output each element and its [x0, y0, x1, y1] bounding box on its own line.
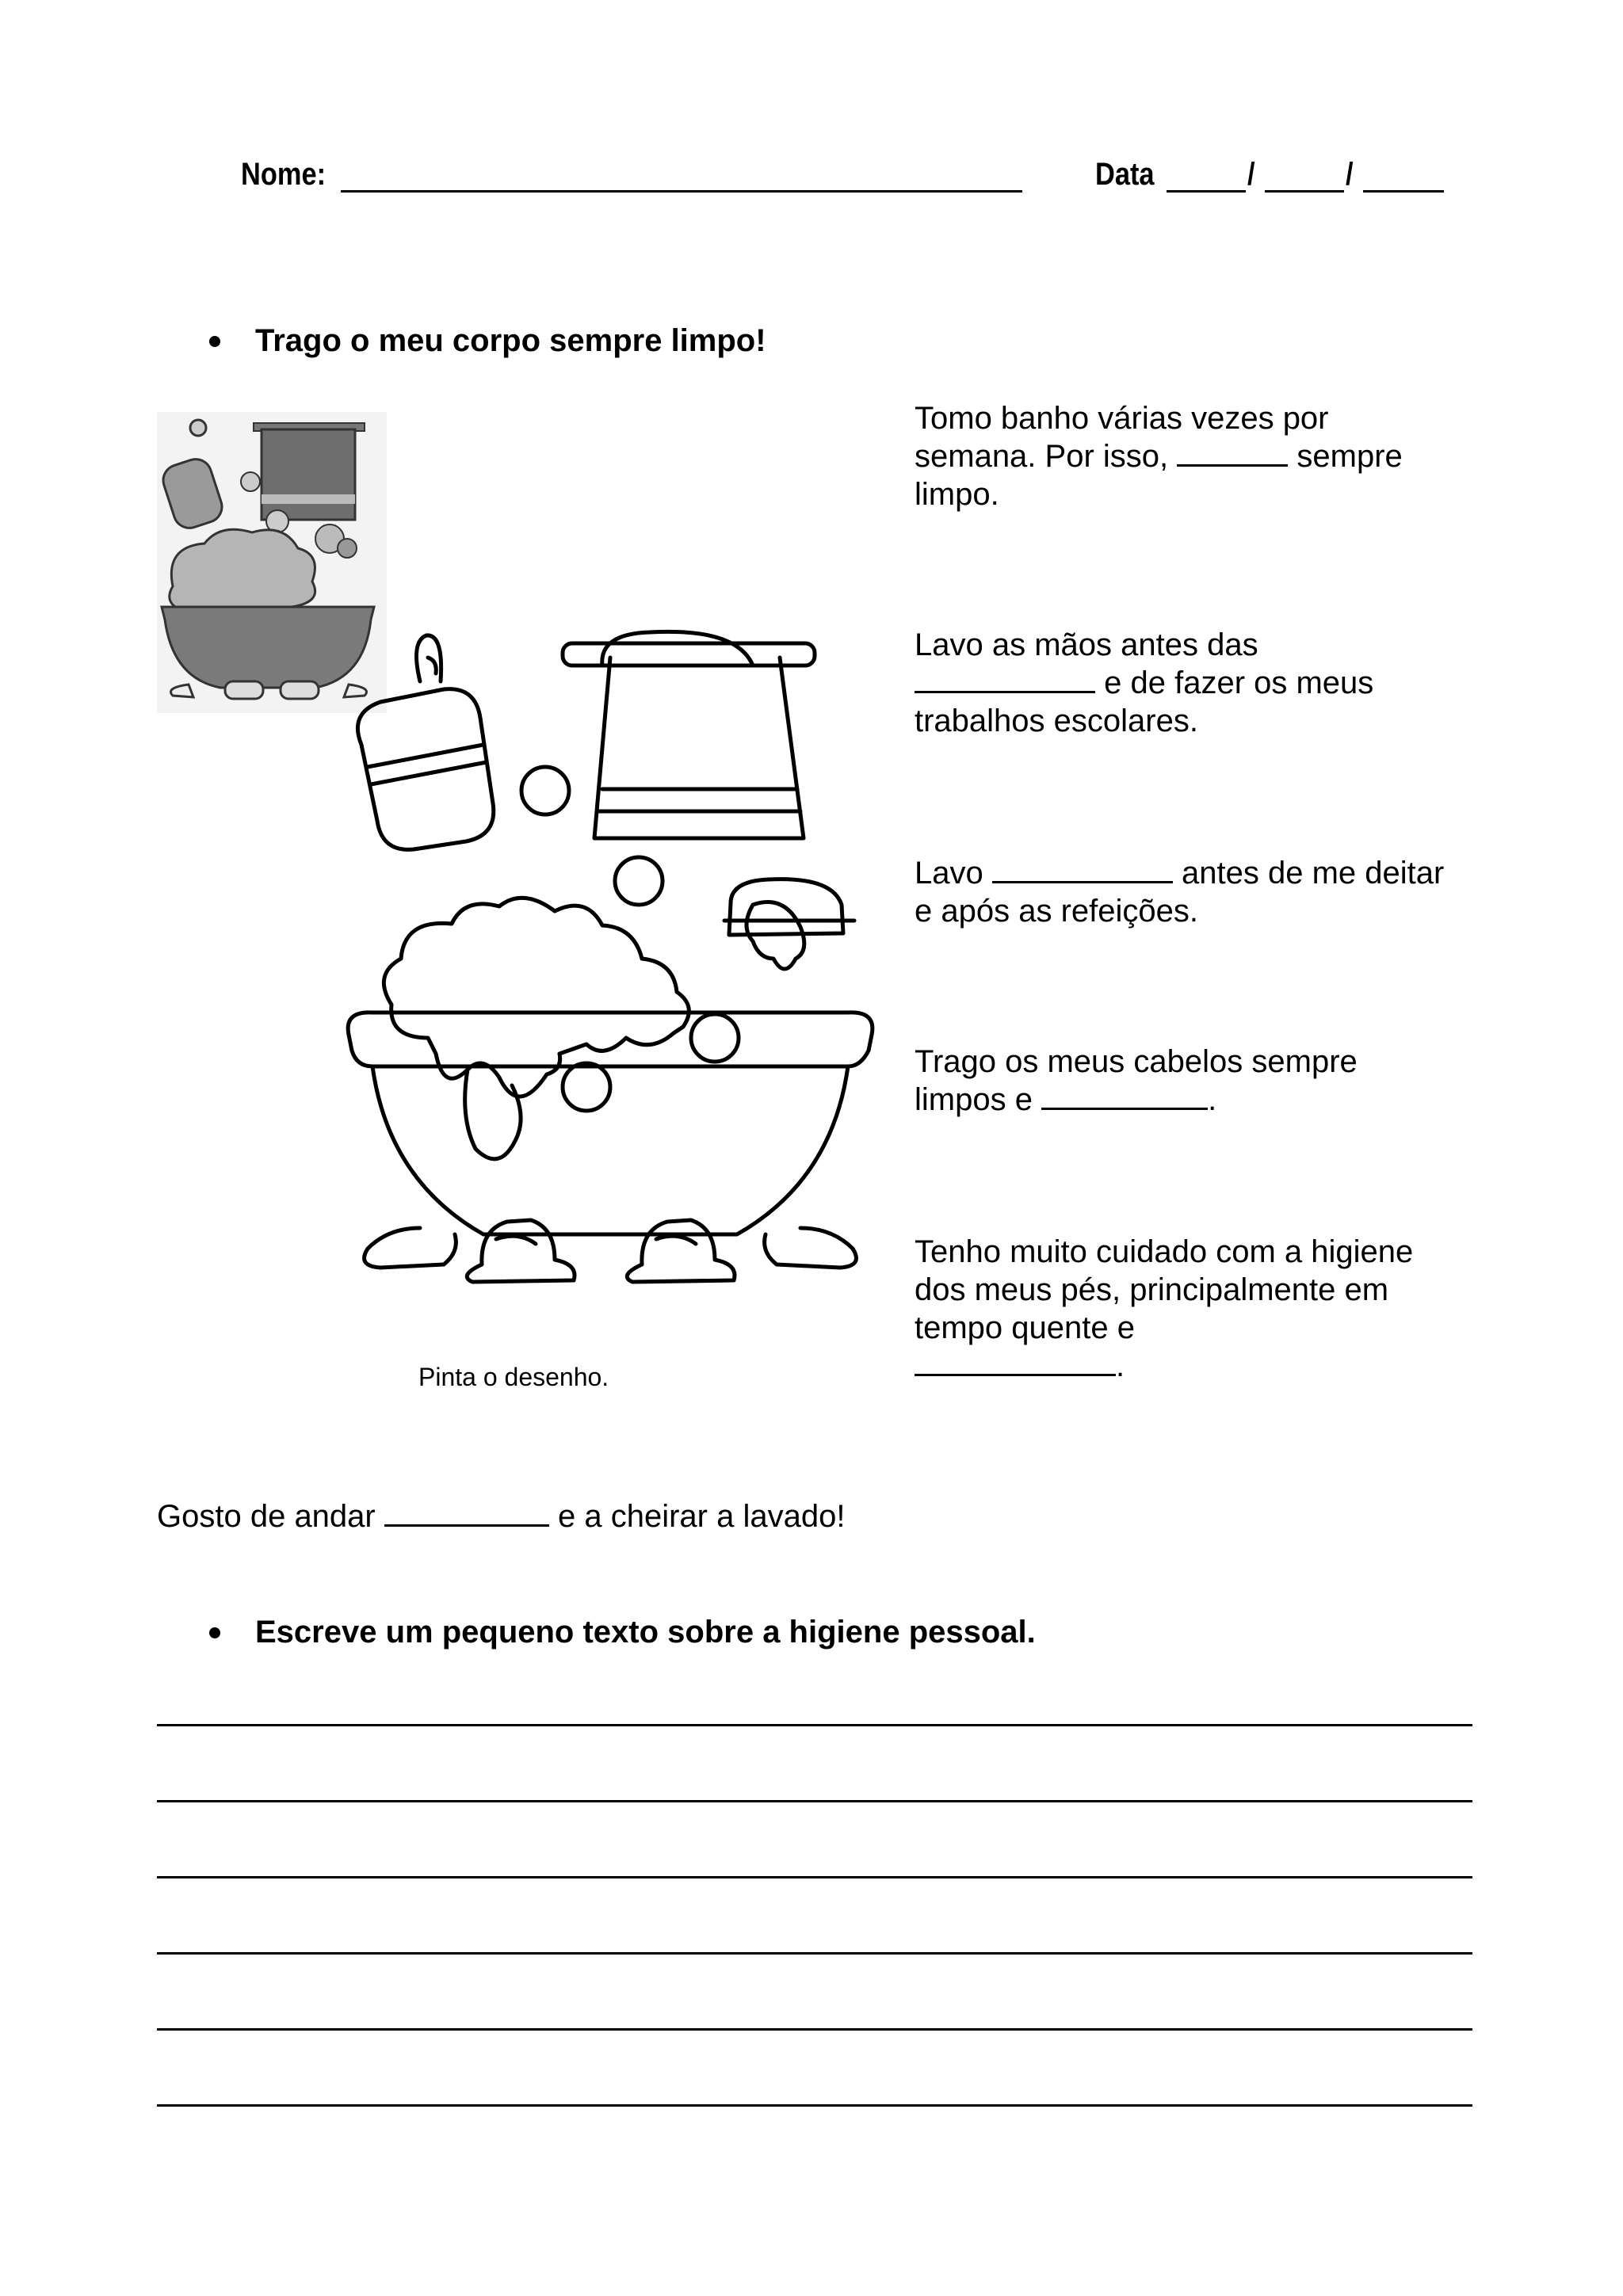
sentence-4-blank[interactable]: [1041, 1081, 1208, 1110]
section1-title: Trago o meu corpo sempre limpo!: [255, 323, 766, 358]
sentence-2-blank[interactable]: [915, 664, 1095, 693]
sentence-3-before: Lavo: [915, 856, 983, 891]
writing-line[interactable]: [157, 1876, 1472, 1878]
bottom-sentence-after: e a cheirar a lavado!: [558, 1499, 846, 1534]
sentence-5-after: .: [1116, 1348, 1125, 1383]
sentence-2: [915, 626, 1453, 740]
section2-title: Escreve um pequeno texto sobre a higiene pessoal.: [255, 1615, 1036, 1650]
writing-line[interactable]: [157, 2028, 1472, 2031]
writing-line[interactable]: [157, 1952, 1472, 1955]
date-year-field[interactable]: [1363, 190, 1444, 193]
sentence-2-after: e de fazer os meus trabalhos escolares.: [915, 666, 1374, 738]
sentence-3-blank[interactable]: [992, 854, 1173, 883]
date-day-field[interactable]: [1167, 190, 1246, 193]
date-month-field[interactable]: [1265, 190, 1344, 193]
bottom-sentence-blank[interactable]: [384, 1497, 549, 1527]
writing-line[interactable]: [157, 1800, 1472, 1802]
sentence-5-blank[interactable]: [915, 1347, 1116, 1376]
sentence-5-before: Tenho muito cuidado com a higiene dos meus pés, principalmente em tempo quente e: [915, 1234, 1414, 1345]
date-label: Data: [1095, 157, 1155, 192]
sentence-4-before: Trago os meus cabelos sempre limpos e: [915, 1044, 1358, 1117]
sentence-1: [915, 399, 1453, 513]
bottom-sentence: [157, 1497, 1266, 1535]
name-field-line[interactable]: [341, 190, 1022, 193]
drawing-caption: Pinta o desenho.: [418, 1363, 609, 1391]
date-separator-1: /: [1247, 157, 1255, 192]
sentence-4-after: .: [1208, 1082, 1217, 1117]
sentence-1-blank[interactable]: [1177, 437, 1288, 467]
date-separator-2: /: [1346, 157, 1354, 192]
name-label: Nome:: [241, 157, 327, 192]
sentence-3-after: antes de me deitar e após as refeições.: [915, 856, 1445, 929]
sentence-2-before: Lavo as mãos antes das: [915, 627, 1258, 662]
sentence-1-after: sempre limpo.: [915, 439, 1403, 512]
writing-line[interactable]: [157, 1724, 1472, 1726]
sentence-1-before: Tomo banho várias vezes por semana. Por isso,: [915, 401, 1329, 474]
sentence-4: [915, 1043, 1453, 1119]
sentence-3: [915, 854, 1453, 930]
bath-scene-outline-icon: [325, 626, 880, 1307]
bullet-icon: [209, 336, 220, 347]
bullet-icon: [209, 1627, 220, 1638]
writing-line[interactable]: [157, 2104, 1472, 2107]
bottom-sentence-before: Gosto de andar: [157, 1499, 376, 1534]
sentence-5: [915, 1233, 1453, 1385]
